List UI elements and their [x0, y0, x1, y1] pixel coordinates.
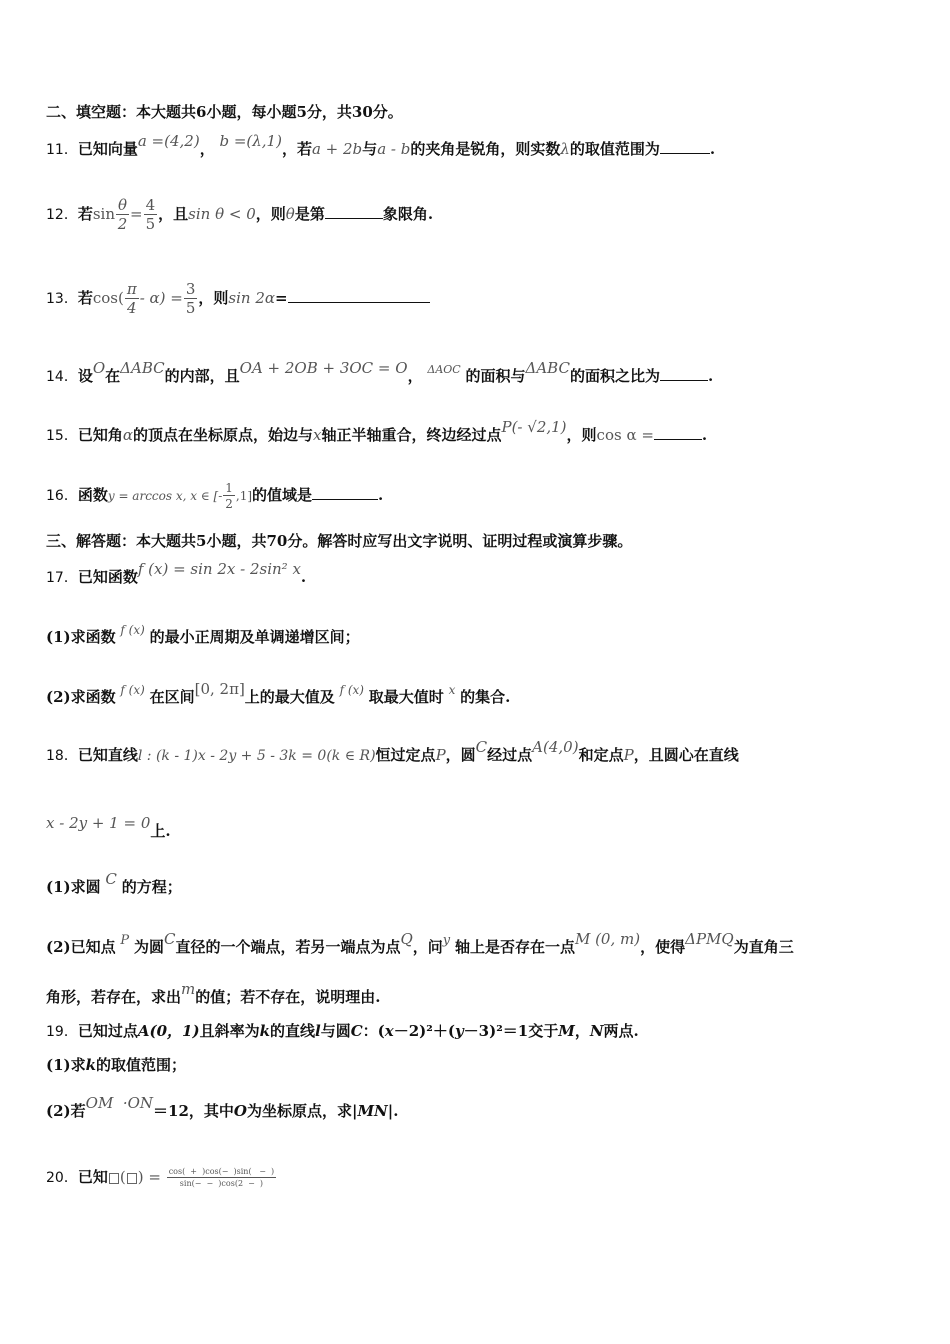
answer-blank: [325, 204, 383, 219]
section-2-header: 二、填空题：本大题共6小题，每小题5分，共30分。: [46, 103, 403, 121]
question-19: 19．已知过点A(0，1)且斜率为k的直线l与圆C：(x－2)²＋(y－3)²＝1交于M，N两点.: [46, 1022, 639, 1040]
question-17-part-1: (1)求函数 $^{f (x)}$ 的最小正周期及单调递增区间；: [46, 623, 360, 646]
question-20: 20．已知 ( ) = $\frac{\cos( + )\cos(- )\sin( - )}{\sin(- - )\cos(2 - )}$: [46, 1167, 275, 1188]
question-18-part-2: (2)已知点 P 为圆C直径的一个端点，若另一端点为点Q，问y 轴上是否存在一点M (0, m)，使得ΔPMQ为直角三: [46, 930, 794, 956]
question-18-line-2: x - 2y + 1 = 0上.: [46, 814, 171, 840]
fraction: $\frac{4}{5}$: [145, 196, 156, 233]
question-16: 16．函数y = arccos x, x ∈ [- $\frac{1}{2}$ ,1]的值域是 .: [46, 481, 384, 511]
question-17: 17．已知函数f (x) = sin 2x - 2sin² x.: [46, 560, 307, 586]
answer-blank: [660, 139, 710, 154]
answer-blank: [312, 485, 378, 500]
question-12: 12．若sin $\frac{\theta}{2}$ = $\frac{4}{5}$ ，且sin θ < 0，则θ是第 象限角.: [46, 196, 434, 233]
answer-blank: [288, 288, 430, 303]
question-18: 18．已知直线l : (k - 1)x - 2y + 5 - 3k = 0(k ∈ R)恒过定点P，圆C经过点A(4,0)和定点P，且圆心在直线: [46, 738, 739, 764]
missing-glyph-icon: [127, 1173, 137, 1184]
question-18-part-1: (1)求圆 C 的方程；: [46, 870, 182, 896]
missing-glyph-icon: [109, 1173, 119, 1184]
question-18-part-2-line-2: 角形，若存在，求出m的值；若不存在，说明理由.: [46, 980, 381, 1006]
answer-blank: [654, 425, 702, 440]
fraction: $\frac{\theta}{2}$: [117, 196, 128, 233]
fraction: $\frac{3}{5}$: [185, 280, 196, 317]
question-19-part-1: (1)求k的取值范围；: [46, 1056, 187, 1074]
question-14: 14．设O在ΔABC的内部，且OA + 2OB + 3OC = O， $^{\Delta AOC}$ 的面积与ΔABC的面积之比为 .: [46, 359, 714, 385]
question-19-part-2: (2)若OM ·ON＝12，其中O为坐标原点，求|MN|.: [46, 1094, 399, 1120]
question-17-part-2: (2)求函数 $^{f (x)}$ 在区间[0, 2π]上的最大值及 $^{f (x)}$ 取最大值时 $^x$ 的集合.: [46, 680, 511, 706]
question-15: 15．已知角α的顶点在坐标原点，始边与x轴正半轴重合，终边经过点P(- √2,1)，则cos α = .: [46, 418, 708, 444]
answer-blank: [660, 366, 708, 381]
question-11: 11．已知向量a =(4,2)， b =(λ,1)，若a + 2b与a - b的夹角是锐角，则实数λ的取值范围为 .: [46, 132, 716, 158]
fraction: $\frac{\pi}{4}$: [126, 280, 137, 317]
fraction: $\frac{1}{2}$: [225, 481, 233, 511]
section-3-header: 三、解答题：本大题共5小题，共70分。解答时应写出文字说明、证明过程或演算步骤。: [46, 532, 633, 550]
q20-fraction: $\frac{\cos( + )\cos(- )\sin( - )}{\sin(- - )\cos(2 - )}$: [168, 1167, 275, 1188]
question-13: 13．若cos( $\frac{\pi}{4}$ - α) = $\frac{3}{5}$ ，则sin 2α=: [46, 282, 430, 316]
